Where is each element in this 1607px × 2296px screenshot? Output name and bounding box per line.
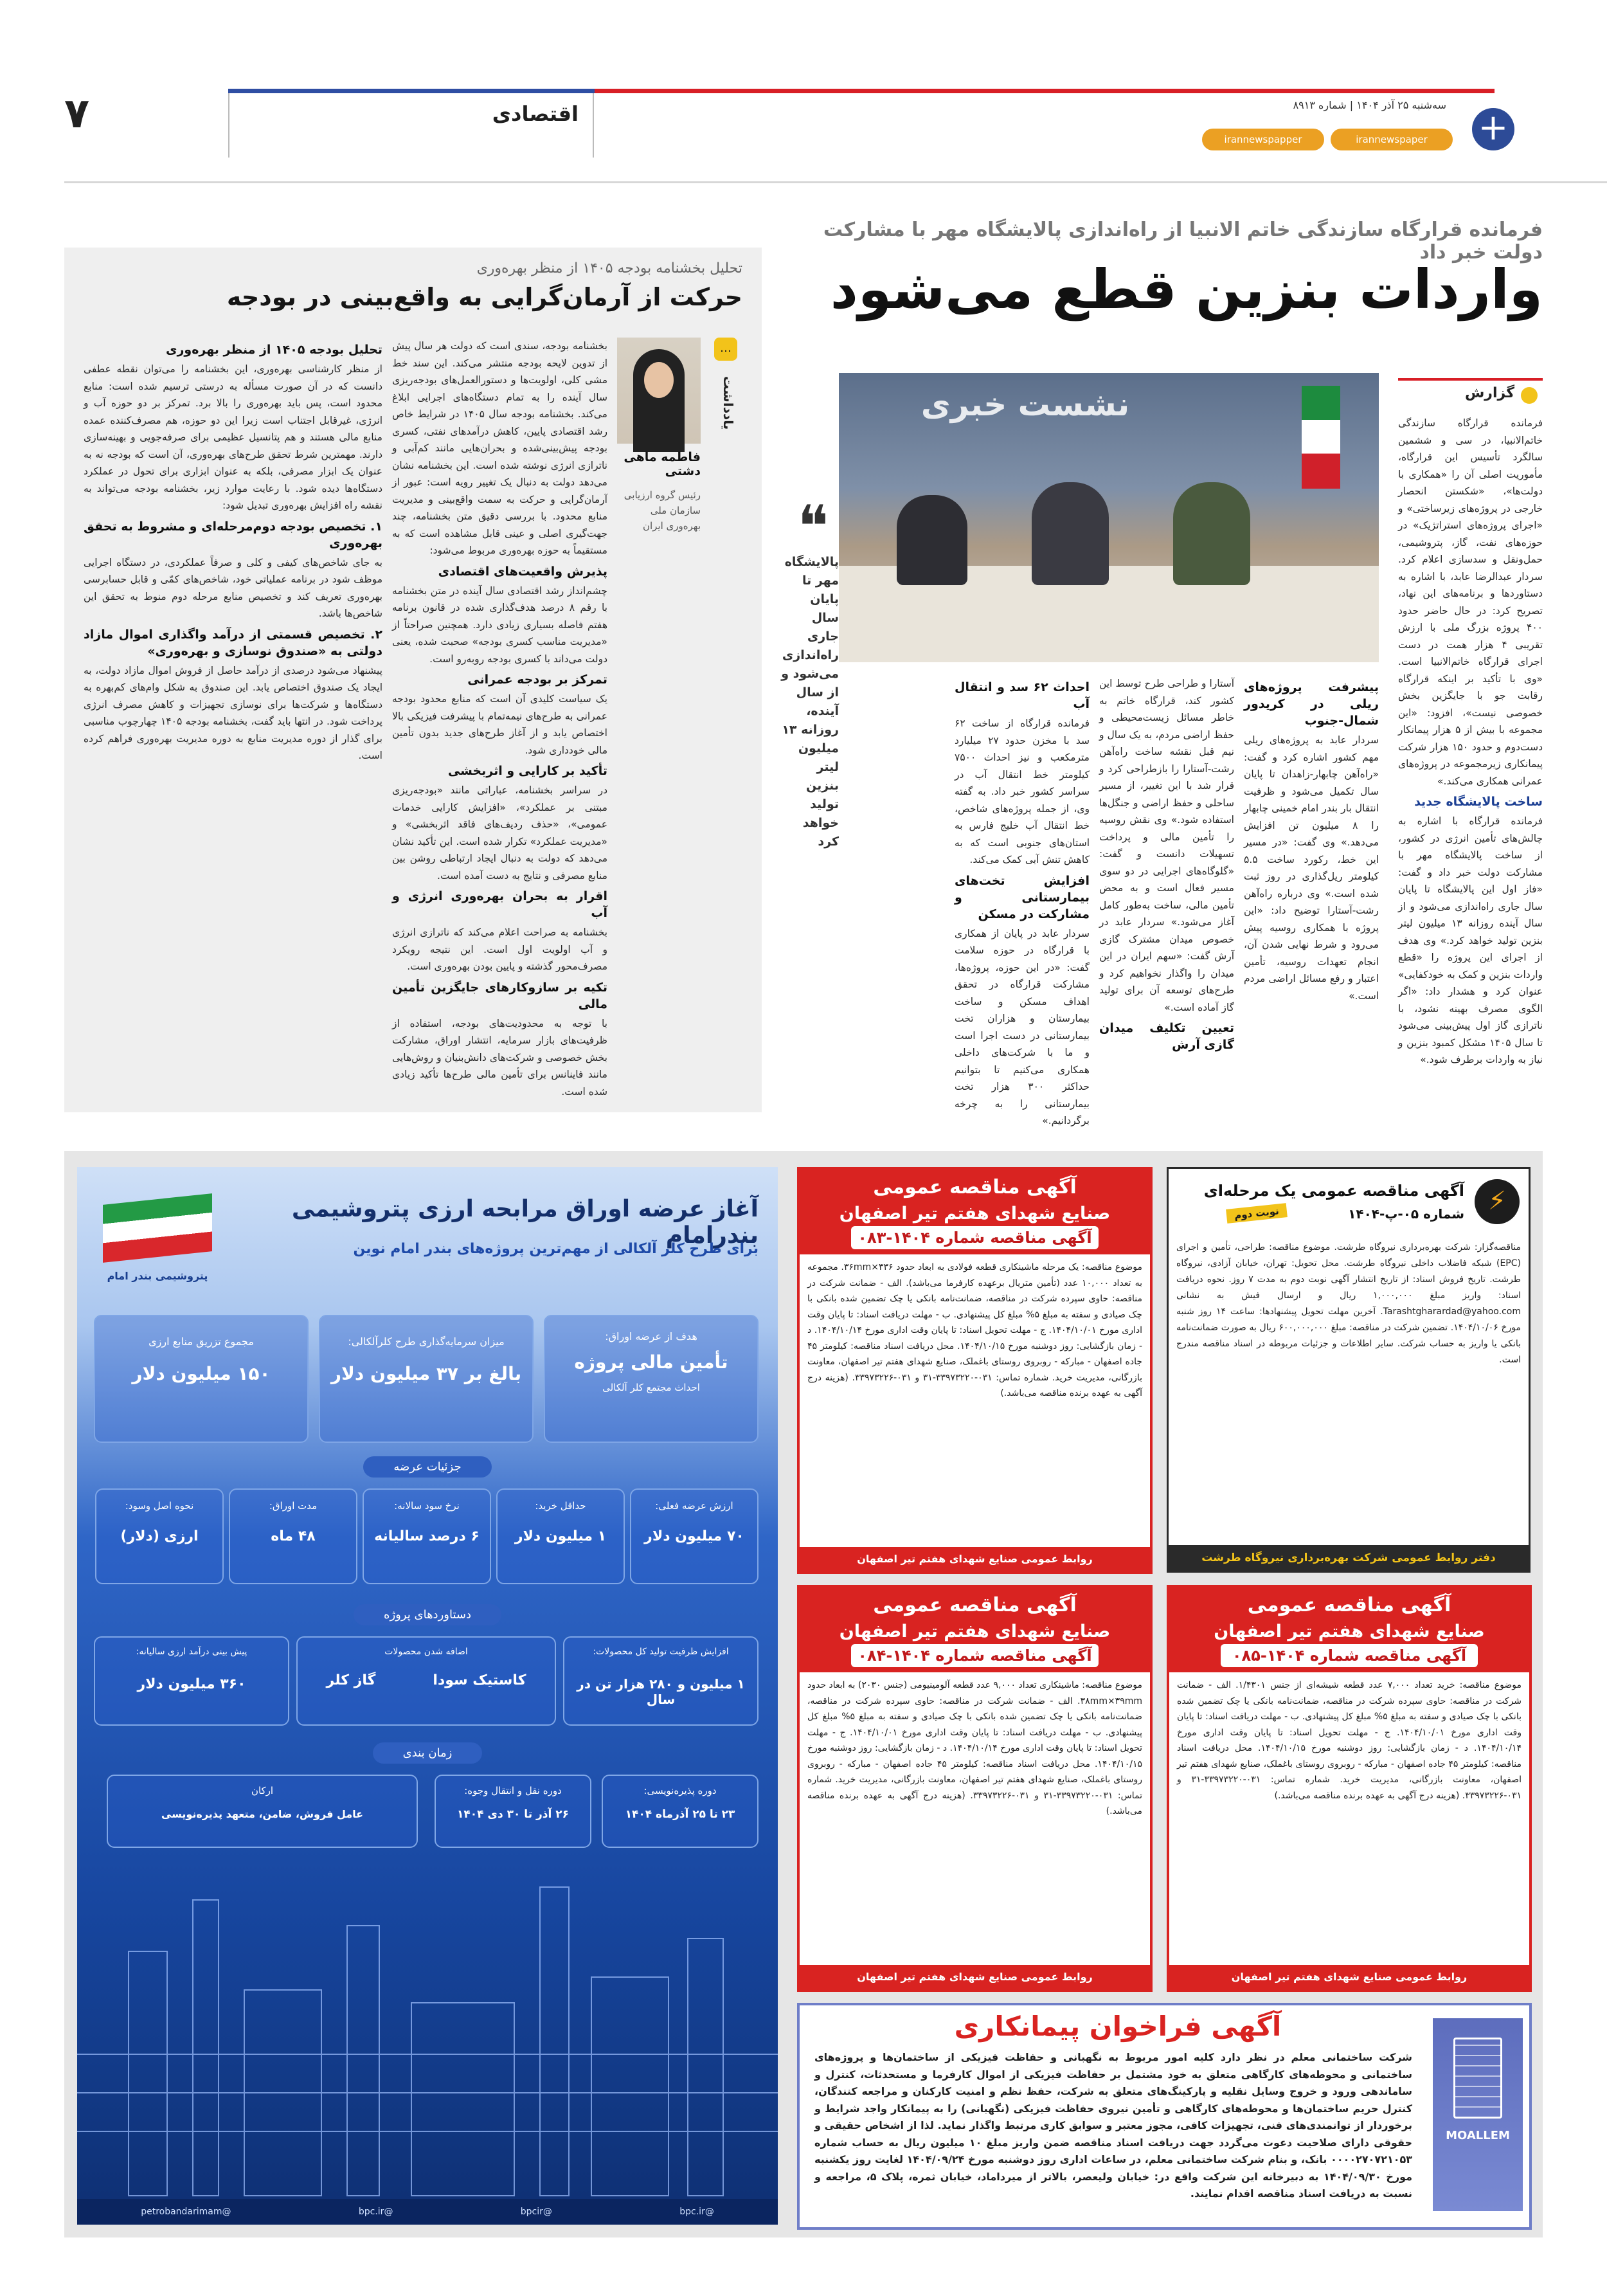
section-divider: [593, 93, 594, 158]
note-col1f-text: با توجه به محدودیت‌های بودجه، استفاده از ظرفیت‌های بازار سرمایه، انتشار اوراق، مشارکت بخش خصوصی و شرکت‌های دانش‌بنیان و روش‌هایی مانند فاینانس برای تأمین مالی طرح‌ها تأکید زیادی شده است.: [392, 1017, 607, 1098]
petro-t2-value: ۲۶ آذر تا ۳۰ دی ۱۴۰۴: [456, 1808, 570, 1821]
story-subhead-3: تعیین تکلیف میدان گازی آرش: [1099, 1021, 1234, 1052]
petro-o4-value: ۳۶۰ میلیون دلار: [137, 1676, 246, 1692]
social-link-1[interactable]: [1331, 129, 1453, 150]
petro-d3-label: نرخ سود سالانه:: [394, 1500, 460, 1512]
petro-output-revenue: [94, 1636, 289, 1726]
photo-person-3: [1173, 482, 1250, 585]
petro-subtitle: برای طرح کلر آلکالی از مهم‌ترین پروژه‌های بندر امام نوین: [353, 1241, 759, 1257]
petro-card1-sub: احداث مجتمع کلر آلکالی: [602, 1382, 700, 1393]
story-subhead-2: پیشرفت پروژه‌های ریلی در کریدور شمال-جنوب: [1244, 680, 1379, 728]
header-rule: [64, 181, 1607, 183]
ad-isfahan-084: [797, 1585, 1153, 1992]
author-name: فاطمه ماهی دشتی: [624, 450, 701, 478]
petro-link-1[interactable]: @bpc.ir: [679, 2207, 714, 2217]
petro-detail-5: [95, 1488, 224, 1584]
story-subhead-1: ساخت پالایشگاه جدید: [1414, 795, 1543, 809]
petro-flag: [103, 1193, 212, 1263]
note-col1b-text: چشم‌انداز رشد اقتصادی سال آینده در متن بخشنامه با رقم ۸ درصد هدف‌گذاری شده در قانون برنامه هفتم فاصله بسیاری زیادی دارد. همچنین صراحتاً از «مدیریت مناسب کسری بودجه» صحبت شده، یعنی دولت می‌داند با کسری بودجه روبه‌رو است.: [392, 584, 607, 665]
isf3-footer: روابط عمومی صنایع شهدای هفتم تیر اصفهان: [1169, 1965, 1529, 1989]
petro-d4-label: مدت اوراق:: [269, 1500, 318, 1512]
oil-stamp: نوبت دوم: [1226, 1203, 1288, 1224]
date-line: سه‌شنبه ۲۵ آذر ۱۴۰۴ | شماره ۸۹۱۳: [1293, 99, 1446, 111]
note-chat-icon: …: [714, 338, 737, 361]
photo-person-2: [1032, 482, 1109, 585]
petro-timing-transfer: [435, 1775, 591, 1848]
social-link-2[interactable]: [1202, 129, 1324, 150]
social-bar: [1202, 129, 1453, 154]
note-label-strip: [710, 338, 742, 550]
ad-oil-tender: [1167, 1167, 1531, 1573]
note-column-2: [84, 338, 382, 1106]
story-tag: [1398, 378, 1543, 409]
social-2-label: irannewspapper: [1224, 134, 1302, 145]
author-face: [644, 362, 674, 398]
note-headline: حرکت از آرمان‌گرایی به واقع‌بینی در بودجه: [226, 283, 742, 311]
petro-t1-label: دوره پذیره‌نویسی:: [643, 1785, 717, 1796]
petro-t1-value: ۲۳ تا ۲۵ آذرماه ۱۴۰۴: [625, 1808, 735, 1821]
story-subhead-4: احداث ۶۲ سد و انتقال آب: [955, 680, 1090, 711]
isf2-banner: [800, 1587, 1150, 1672]
note-subhead-4: اقرار به بحران بهره‌وری انرژی و آب: [392, 889, 607, 920]
petro-detail-3: [363, 1488, 491, 1584]
note-subhead-5: تکیه بر سازوکارهای جایگزین تأمین مالی: [392, 980, 607, 1011]
petro-card-goal: [544, 1315, 759, 1443]
plus-icon[interactable]: +: [1472, 108, 1514, 150]
petro-title: آغاز عرضه اوراق مرابحه ارزی پتروشیمی بندرامام: [291, 1196, 759, 1249]
story-column-4: [955, 675, 1090, 1126]
ad-moallem: [797, 2003, 1532, 2230]
header-red-bar: [595, 89, 1495, 93]
note-kicker: تحلیل بخشنامه بودجه ۱۴۰۵ از منظر بهره‌وری: [476, 260, 742, 276]
isf2-body: موضوع مناقصه: ماشینکاری تعداد ۹,۰۰۰ عدد قطعه آلومینیومی (جنس ۲۰۳۰) به ابعاد حدود ۳۸mm×۳۹mm. الف - ضمانت شرکت در مناقصه: حاوی سپرده شرکت در مناقصه، ضمانت‌نامه بانکی یا چک تضمین شده بانکی با چک صیادی و سفته به مبلغ ۵% مبلغ کل پیشنهادی. ب - مهلت دریافت اسناد: تا پایان وقت اداری مورخ ۱۴۰۴/۱۰/۰۱. ج - مهلت تحویل اسناد: تا پایان وقت اداری مورخ ۱۴۰۴/۱۰/۱۴. د - زمان بازگشایی: روز دوشنبه مورخ ۱۴۰۴/۱۰/۱۵. محل دریافت اسناد مناقصه: کیلومتر ۴۵ جاده اصفهان - مبارکه - روبروی روستای باغملک، صنایع شهدای هفتم تیر اصفهان، معاونت بازرگانی، مدیریت خرید. شماره تماس: ۰۳۱-۳۳۹۷۳۲۲۰-۳۱ و ۰۳۱-۳۳۹۷۳۲۲۶. (هزینه درج آگهی به عهده برنده مناقصه می‌باشد.): [807, 1680, 1143, 1816]
petro-d5-label: نحوه اصل وسود:: [125, 1500, 194, 1512]
petro-output-capacity: [563, 1636, 759, 1726]
isf1-number: آگهی مناقصه شماره ۱۴۰۴-۰۸۳: [851, 1226, 1099, 1249]
isf1-footer: روابط عمومی صنایع شهدای هفتم تیر اصفهان: [800, 1547, 1150, 1571]
petro-footer: [77, 2199, 778, 2225]
moallem-title: آگهی فراخوان پیمانکاری: [954, 2011, 1282, 2042]
isf3-subtitle: صنایع شهدای هفتم تیر اصفهان: [1214, 1622, 1485, 1641]
story-kicker: فرمانده قرارگاه سازندگی خاتم الانبیا از راه‌اندازی پالایشگاه مهر با مشارکت دولت خبر داد: [823, 219, 1543, 264]
petro-link-4[interactable]: @petrobandarimam: [141, 2207, 231, 2217]
pull-quote: پالایشگاه مهر تا پایان سال جاری راه‌اندازی می‌شود و از سال آینده، روزانه ۱۳ میلیون لیتر بنزین تولید خواهد کرد: [781, 555, 839, 849]
petro-products-pair: [298, 1672, 555, 1688]
photo-flag: [1302, 386, 1340, 489]
isf1-subtitle: صنایع شهدای هفتم تیر اصفهان: [839, 1204, 1111, 1224]
note-subhead-1: پذیرش واقعیت‌های اقتصادی: [438, 564, 607, 579]
petro-timing-title: زمان بندی: [373, 1742, 482, 1764]
petro-o2-label: اضافه شدن محصولات: [384, 1647, 468, 1657]
petro-o2-value: کاستیک سودا: [433, 1672, 526, 1688]
story-col1b-text: فرمانده قرارگاه با اشاره به چالش‌های تأمین انرژی در کشور، از ساخت پالایشگاه مهر با مشارکت دولت خبر داد و گفت: «فاز اول این پالایشگاه تا پایان سال جاری راه‌اندازی می‌شود و از سال آینده روزانه ۱۳ میلیون لیتر بنزین تولید خواهد کرد.» وی هدف از اجرای این پروژه را «قطع واردات بنزین و کمک به خودکفایی» عنوان کرد و هشدار داد: «اگر الگوی مصرف بهینه نشود، با ناترازی گاز اول پیش‌بینی می‌شود تا سال ۱۴۰۵ مشکل کمبود بنزین و نیاز به واردات برطرف شود.»: [1398, 815, 1543, 1065]
social-1-label: irannewspaper: [1356, 134, 1428, 145]
tag-label: گزارش: [1464, 385, 1514, 401]
note-article: [64, 248, 762, 1112]
refinery-illustration: [77, 1861, 778, 2196]
author-photo: [617, 338, 701, 444]
oil-logo-icon: ⚡: [1475, 1179, 1520, 1224]
isf2-footer: روابط عمومی صنایع شهدای هفتم تیر اصفهان: [800, 1965, 1150, 1989]
note-subhead-8: ۲. تخصیص قسمتی از درآمد واگذاری اموال مازاد دولتی به «صندوق نوسازی و بهره‌وری»: [84, 627, 382, 658]
petro-d1-label: ارزش عرضه فعلی:: [655, 1500, 733, 1512]
note-col1e-text: بخشنامه به صراحت اعلام می‌کند که ناترازی انرژی و آب اولویت اول است. این نتیجه رویکرد مصرف‌محور گذشته و پایین بودن بهره‌وری است.: [392, 927, 607, 972]
petro-d4-value: ۴۸ ماه: [271, 1528, 316, 1544]
note-col1-text: بخشنامه بودجه، سندی است که دولت هر سال پیش از تدوین لایحه بودجه منتشر می‌کند. این سند خط مشی کلی، اولویت‌ها و دستورالعمل‌های بودجه‌ریزی سال آینده را به تمام دستگاه‌های اجرایی ابلاغ می‌کند. بخشنامه بودجه سال ۱۴۰۵ در شرایط خاص رشد اقتصادی پایین، کاهش درآمدهای نفتی، کسری بودجه پیش‌بینی‌شده و بحران‌هایی مانند کم‌آبی و ناترازی انرژی نوشته شده است. این بخشنامه نشان می‌دهد دولت به دنبال یک تغییر رویه است: عبور از آرمان‌گرایی و حرکت به سمت واقع‌بینی و مدیریت منابع محدود. با بررسی دقیق متن بخشنامه، چند جهت‌گیری اصلی و عینی قابل مشاهده است که به مستقیماً به حوزه بهره‌وری مربوط می‌شود:: [392, 340, 607, 556]
page-number: ۷: [64, 90, 90, 138]
petro-o1-value: ۱ میلیون و ۲۸۰ هزار تن در سال: [577, 1676, 745, 1707]
story-subhead-5: افزایش تخت‌های بیمارستانی و مشارکت در مسکن: [955, 873, 1090, 921]
note-subhead-3: تأکید بر کارایی و اثربخشی: [447, 764, 607, 778]
petro-card-investment: [319, 1315, 534, 1443]
ad-isfahan-083: [797, 1167, 1153, 1574]
petro-d2-label: حداقل خرید:: [535, 1500, 586, 1512]
story-col4-text: فرمانده قرارگاه از ساخت ۶۲ سد با مخزن حدود ۲۷ میلیارد مترمکعب و نیز احداث ۷۵۰۰ کیلومتر خط انتقال آب در سراسر کشور خبر داد. به گفته وی، از جمله پروژه‌های شاخص، خط انتقال آب خلیج فارس به استان‌های جنوبی است که به کاهش تنش آبی کمک می‌کند.: [955, 718, 1090, 865]
petro-d3-value: ۶ درصد سالیانه: [374, 1528, 480, 1544]
story-col1-text: فرمانده قرارگاه سازندگی خاتم‌الانبیا، در سی و ششمین سالگرد تأسیس این قرارگاه، مأموریت اصلی آن را «همکاری با دولت‌ها»، «شکستن انحصار خارجی در پروژه‌های زیرساختی» و «اجرای پروژه‌های استراتژیک» در حوزه‌های نفت، گاز، پتروشیمی، حمل‌ونقل و سدسازی اعلام کرد. سردار عبدالرضا عابد، با اشاره به دستاوردها و برنامه‌های این نهاد، تصریح کرد: در حال حاضر حدود ۴۰۰ پروژه بزرگ ملی با ارزش تقریبی ۴ هزار همت در دست اجرای قرارگاه خاتم‌الانبیا است. «وی با تأکید بر اینکه قرارگاه رقابت جو با جایگزین بخش خصوصی نیست»، افزود: «این مجموعه با بیش از ۵ هزار پیمانکار دست‌دوم و حدود ۱۵۰ هزار شرکت پیمانکاری زیرمجموعه در پروژه‌های عمرانی همکاری می‌کند.»: [1398, 417, 1543, 787]
petro-timing-subscription: [602, 1775, 759, 1848]
petro-link-3[interactable]: @bpc.ir: [358, 2207, 393, 2217]
petro-detail-2: [496, 1488, 625, 1584]
petro-o4-label: پیش بینی درآمد ارزی سالیانه:: [136, 1647, 247, 1657]
note-subhead-2: تمرکز بر بودجه عمرانی: [467, 673, 607, 687]
petro-card2-value: بالغ بر ۳۷ میلیون دلار: [330, 1363, 522, 1384]
petro-output-products: [296, 1636, 556, 1726]
petro-card3-label: مجموع تزریق منابع ارزی: [148, 1335, 254, 1348]
petro-outputs-row: [96, 1636, 759, 1726]
isf1-body: موضوع مناقصه: یک مرحله ماشینکاری قطعه فولادی به ابعاد حدود ۳۳۶×۳۶mm. مجموعه به تعداد ۱۰,۰۰۰ عدد (تأمین متریال برعهده کارفرما می‌باشد). الف - ضمانت شرکت در مناقصه: حاوی سپرده شرکت در مناقصه، ضمانت‌نامه بانکی یا چک تضمین شده بانکی با چک صیادی و سفته به مبلغ ۵% مبلغ کل پیشنهادی. ب - مهلت دریافت اسناد: تا پایان وقت اداری مورخ ۱۴۰۴/۱۰/۰۱. ج - مهلت تحویل اسناد: تا پایان وقت اداری مورخ ۱۴۰۴/۱۰/۱۴. د - زمان بازگشایی: روز دوشنبه مورخ ۱۴۰۴/۱۰/۱۵. محل دریافت اسناد مناقصه: کیلومتر ۴۵ جاده اصفهان - مبارکه - روبروی روستای باغملک، صنایع شهدای هفتم تیر اصفهان، معاونت بازرگانی، مدیریت خرید. شماره تماس: ۰۳۱-۳۳۹۷۳۲۲۰-۳۱ و ۰۳۱-۳۳۹۷۳۲۲۶. (هزینه درج آگهی به عهده برنده مناقصه می‌باشد.): [807, 1262, 1143, 1398]
petro-detail-1: [630, 1488, 759, 1584]
petro-d5-value: ارزی (دلار): [120, 1528, 199, 1544]
isf1-title: آگهی مناقصه عمومی: [873, 1176, 1077, 1198]
note-col2-text: از منظر کارشناسی بهره‌وری، این بخشنامه را می‌توان نقطه عطفی دانست که در آن صورت مسأله به درستی ترسیم شده است: منابع محدود است، پس باید بهره‌وری را بالا برد. تمرکز بر دو حوزه آب و انرژی، غیرقابل اجتناب است زیرا این دو حوزه، هم مصرف‌کننده عمده منابع مالی هستند و هم پتانسیل عظیمی برای صرفه‌جویی و بهینه‌سازی دارند. مهمترین شرط تحقق طرح‌های بهره‌وری، آن است که بودجه نه به عنوان یک ابزار مصرفی، بلکه به عنوان ابزاری برای تحول در عملکرد دستگاه‌ها دیده شود. با رعایت موارد زیر، بخشنامه بودجه می‌تواند به نقشه راه افزایش بهره‌وری تبدیل شود:: [84, 363, 382, 511]
petro-card1-label: هدف از عرضه اوراق:: [605, 1330, 697, 1342]
petro-link-2[interactable]: @bpcir: [520, 2207, 552, 2217]
isf1-banner: [800, 1170, 1150, 1254]
ad-petro-bandar-imam: [77, 1167, 778, 2225]
petro-logo: پتروشیمی بندر امام: [107, 1270, 208, 1282]
note-col2c-text: پیشنهاد می‌شود درصدی از درآمد حاصل از فروش اموال مازاد دولت، به ایجاد یک صندوق اختصاص یابد. این صندوق به شکل وام‌های کم‌بهره به دستگاه‌ها و شرکت‌ها برای نوسازی تجهیزات و کاهش مصرف انرژی پرداخت شود. در انتها باید گفت، بخشنامه بودجه ۱۴۰۵ چهارچوب مناسبی برای گذار از دوره مدیریت منابع به دوره مدیریت بهره‌وری فراهم کرده است.: [84, 664, 382, 761]
story-col3-text: آستارا و طراحی طرح توسط این کشور کند، قرارگاه خاتم به خاطر مسائل زیست‌محیطی و حفظ اراضی مردم، به یک سال و نیم قبل نقشه ساخت راه‌آهن رشت-آستارا را بازطراحی کرد و قرار شد با این تغییر، از مسیر ساحلی و حفظ اراضی و جنگل‌ها استفاده شود.» وی نقش روسیه را تأمین مالی و پرداخت تسهیلات دانست و گفت: «گلوگاه‌های اجرایی در دو سوی مسیر فعال است و به محض تأمین مالی، ساخت به‌طور کامل آغاز می‌شود.» سردار عابد در خصوص میدان مشترک گازی آرش گفت: «سهم ایران در این میدان را واگذار نخواهیم کرد و طرح‌های توسعه آن برای تولید گاز آماده است.»: [1099, 678, 1234, 1013]
isf3-number: آگهی مناقصه شماره ۱۴۰۴-۰۸۵: [1221, 1644, 1478, 1667]
petro-t3-value: عامل فروش، ضامن، متعهد پذیره‌نویسی: [161, 1808, 364, 1820]
note-col1c-text: یک سیاست کلیدی آن است که منابع محدود بودجه عمرانی به طرح‌های نیمه‌تمام با پیشرفت فیزیکی بالا اختصاص یابد و از آغاز طرح‌های جدید بدون تأمین مالی خودداری شود.: [392, 693, 607, 756]
story-column-1: [1398, 415, 1543, 1109]
moallem-body: شرکت ساختمانی معلم در نظر دارد کلیه امور مربوط به نگهبانی و حفاظت فیزیکی از ساختمان‌ها و پروژه‌های ساختمانی و محوطه‌های کارگاهی متعلق به خود مشتمل بر حفاظت فیزیکی از اموال کارفرما و مستحدثات، کنترل و ساماندهی ورود و خروج وسایل نقلیه و پارکینگ‌های متعلق به شرکت، حفظ نظم و امنیت کارکنان و مراجعه کنندگان، کنترل حریم ساختمان‌ها و محوطه‌های کارگاهی و تأمین نیروی حفاظت فیزیکی (نگهبانی) را به پیمانکار واجد شرایط و برخوردار از توانمندی‌های فنی، تجهیزات کافی، مجوز معتبر و سوابق کاری مرتبط واگذار نماید. لذا از اشخاص حقیقی و حقوقی دارای صلاحیت دعوت می‌گردد جهت دریافت اسناد مناقصه ضمن واریز مبلغ ۱۰ میلیون ریال به حساب شماره ۰۰۰۰۲۷۰۷۲۱۰۵۳ بانک، و بنام شرکت ساختمانی معلم، در ساعات اداری روز دوشنبه مورخ ۱۴۰۴/۰۹/۲۴ لغایت روز یکشنبه مورخ ۱۴۰۴/۰۹/۳۰ به دبیرخانه این شرکت واقع در: خیابان ولیعصر، بالاتر از میرداماد، خیابان ثمره، پلاک ۵، مراجعه و نسبت به دریافت اسناد مناقصه اقدام نمایند.: [814, 2051, 1413, 2200]
note-subhead-7: ۱. تخصیص بودجه دوم‌مرحله‌ای و مشروط به تحقق بهره‌وری: [84, 519, 382, 550]
petro-detail-4: [229, 1488, 357, 1584]
ad-isfahan-085: [1167, 1585, 1532, 1992]
note-label: یادداشت: [721, 376, 736, 430]
petro-d2-value: ۱ میلیون دلار: [514, 1528, 607, 1544]
photo-backdrop-text: نشست خبری: [920, 386, 1130, 423]
petro-card-total: [94, 1315, 309, 1443]
story-col5-text: سردار عابد در پایان از همکاری با قرارگاه در حوزه سلامت گفت: «در این حوزه، پروژه‌ها، مشارکت قرارگاه در تحقق اهداف مسکن و ساخت بیمارستان و هزاران تخت بیمارستانی در دست اجرا است و ما با شرکت‌های داخلی همکاری می‌کنیم تا بتوانیم حداکثر ۳۰۰ هزار تخت بیمارستانی را به چرخه برگردانیم.»: [955, 927, 1090, 1126]
news-photo: [839, 373, 1379, 662]
isf3-title: آگهی مناقصه عمومی: [1247, 1594, 1451, 1616]
note-col2b-text: به جای شاخص‌های کیفی و کلی و صرفاً عملکردی، در دستگاه اجرایی موظف شود در برنامه عملیاتی خود، شاخص‌های کمّی و قابل حسابرسی بهره‌وری تعریف کند و تخصیص منابع مرحله دوم منوط به تحقق این شاخص‌ها باشد.: [84, 556, 382, 619]
petro-d1-value: ۷۰ میلیون دلار: [644, 1528, 744, 1544]
story-column-2: [1244, 675, 1379, 1109]
photo-person-1: [897, 495, 967, 585]
moallem-logo-text: MOALLEM: [1446, 2129, 1510, 2142]
petro-details-title: جزئیات عرضه: [363, 1456, 492, 1478]
story-headline: واردات بنزین قطع می‌شود: [830, 258, 1543, 321]
author-title: رئیس گروه ارزیابی سازمان ملی بهره‌وری ایران: [624, 489, 701, 532]
isf3-banner: [1169, 1587, 1529, 1672]
story-column-3: [1099, 675, 1234, 1109]
quote-icon: ❝: [797, 493, 829, 561]
petro-card3-value: ۱۵۰ میلیون دلار: [132, 1363, 271, 1384]
isf3-body: موضوع مناقصه: خرید تعداد ۷,۰۰۰ عدد قطعه شیشه‌ای از جنس ۱/۴۳۰۱. الف - ضمانت شرکت در مناقصه: حاوی سپرده شرکت در مناقصه، ضمانت‌نامه بانکی یا چک تضمین شده بانکی با چک صیادی و سفته به مبلغ ۵% مبلغ کل پیشنهادی. ب - مهلت دریافت اسناد: تا پایان وقت اداری مورخ ۱۴۰۴/۱۰/۰۱. ج - مهلت تحویل اسناد: تا پایان وقت اداری مورخ ۱۴۰۴/۱۰/۱۴. د - زمان بازگشایی: روز دوشنبه مورخ ۱۴۰۴/۱۰/۱۵. محل دریافت اسناد مناقصه: کیلومتر ۴۵ جاده اصفهان - مبارکه - روبروی روستای باغملک، صنایع شهدای هفتم تیر اصفهان، معاونت بازرگانی، مدیریت خرید. شماره تماس: ۰۳۱-۳۳۹۷۳۲۲۰-۳۱ و ۰۳۱-۳۳۹۷۳۲۲۶. (هزینه درج آگهی به عهده برنده مناقصه می‌باشد.): [1177, 1680, 1522, 1801]
oil-footer: دفتر روابط عمومی شرکت بهره‌برداری نیروگاه طرشت: [1169, 1545, 1529, 1571]
section-title: اقتصادی: [492, 102, 579, 126]
isf2-number: آگهی مناقصه شماره ۱۴۰۴-۰۸۴: [851, 1644, 1099, 1667]
moallem-building-icon: [1453, 2038, 1502, 2119]
petro-o1-label: افزایش ظرفیت تولید کل محصولات:: [593, 1647, 729, 1657]
petro-card2-label: میزان سرمایه‌گذاری طرح کلرآلکالی:: [348, 1335, 505, 1348]
petro-elements: [107, 1775, 418, 1848]
page-number-divider: [228, 93, 229, 158]
note-subhead-6: تحلیل بودجه ۱۴۰۵ از منظر بهره‌وری: [166, 343, 382, 357]
isf2-title: آگهی مناقصه عمومی: [873, 1594, 1077, 1616]
refinery-lines: [77, 1887, 778, 2196]
oil-title: آگهی مناقصه عمومی یک مرحله‌ای: [1203, 1182, 1464, 1200]
moallem-logo: [1433, 2018, 1523, 2211]
oil-body: مناقصه‌گزار: شرکت بهره‌برداری نیروگاه طرشت. موضوع مناقصه: طراحی، تأمین و اجرای (EPC) شبکه فاضلاب داخلی نیروگاه طرشت. محل تحویل: تهران، خیابان آزادی، نیروگاه طرشت. تاریخ فروش اسناد: از تاریخ انتشار آگهی نوبت دوم به مدت ۷ روز. نحوه دریافت اسناد: واریز مبلغ ۱,۰۰۰,۰۰۰ ریال و ارسال فیش به نشانی Tarashtgharardad@yahoo.com. آخرین مهلت تحویل پیشنهادها: ساعت ۱۴ روز شنبه مورخ ۱۴۰۴/۱۰/۰۶. تضمین شرکت در مناقصه: مبلغ ۶۰۰,۰۰۰,۰۰۰ ریال به صورت ضمانت‌نامه بانکی یا واریز به حساب شرکت. سایر اطلاعات و جزئیات مربوطه در اسناد مناقصه مندرج است.: [1176, 1242, 1521, 1365]
petro-details-row: [96, 1488, 759, 1585]
note-column-1: [392, 338, 607, 1106]
note-col1d-text: در سراسر بخشنامه، عباراتی مانند «بودجه‌ریزی مبتنی بر عملکرد»، «افزایش کارایی خدمات عمومی»، «حذف ردیف‌های فاقد اثربخشی» و «مدیریت عملکرد» تکرار شده است. این تأکید نشان می‌دهد که دولت به دنبال ایجاد ارتباطی روشن بین منابع مصرفی و نتایج به دست آمده است.: [392, 784, 607, 881]
isf2-subtitle: صنایع شهدای هفتم تیر اصفهان: [839, 1622, 1111, 1641]
petro-o3-value: گاز کلر: [326, 1672, 376, 1688]
petro-t3-label: ارکان: [251, 1785, 274, 1796]
page-header: [0, 0, 1607, 193]
petro-card1-value: تأمین مالی پروژه: [574, 1351, 728, 1373]
header-blue-bar: [228, 89, 595, 93]
petro-t2-label: دوره نقل و انتقال وجوه:: [464, 1785, 562, 1796]
oil-number: شماره ۰۵-پ-۱۴۰۴: [1348, 1206, 1464, 1222]
story-col2-text: سردار عابد به پروژه‌های ریلی مهم کشور اشاره کرد و گفت: «راه‌آهن چابهار-زاهدان تا پایان سال تکمیل می‌شود و ظرفیت انتقال بار بندر امام خمینی چابهار را ۸ میلیون تن افزایش می‌دهد.» وی گفت: «در مسیر این خط، رکورد ساخت ۵.۵ کیلومتر ریل‌گذاری در روز ثبت شده است.» وی درباره راه‌آهن رشت-آستارا توضیح داد: «این پروژه با همکاری روسیه پیش می‌رود و شرط نهایی شدن آن، انجام تعهدات روسیه، تأمین اعتبار و رفع مسائل اراضی مردم است.»: [1244, 734, 1379, 1002]
petro-outputs-title: دستاوردهای پروژه: [354, 1604, 501, 1625]
tag-dot-icon: [1521, 387, 1538, 404]
main-story: [781, 219, 1543, 1126]
